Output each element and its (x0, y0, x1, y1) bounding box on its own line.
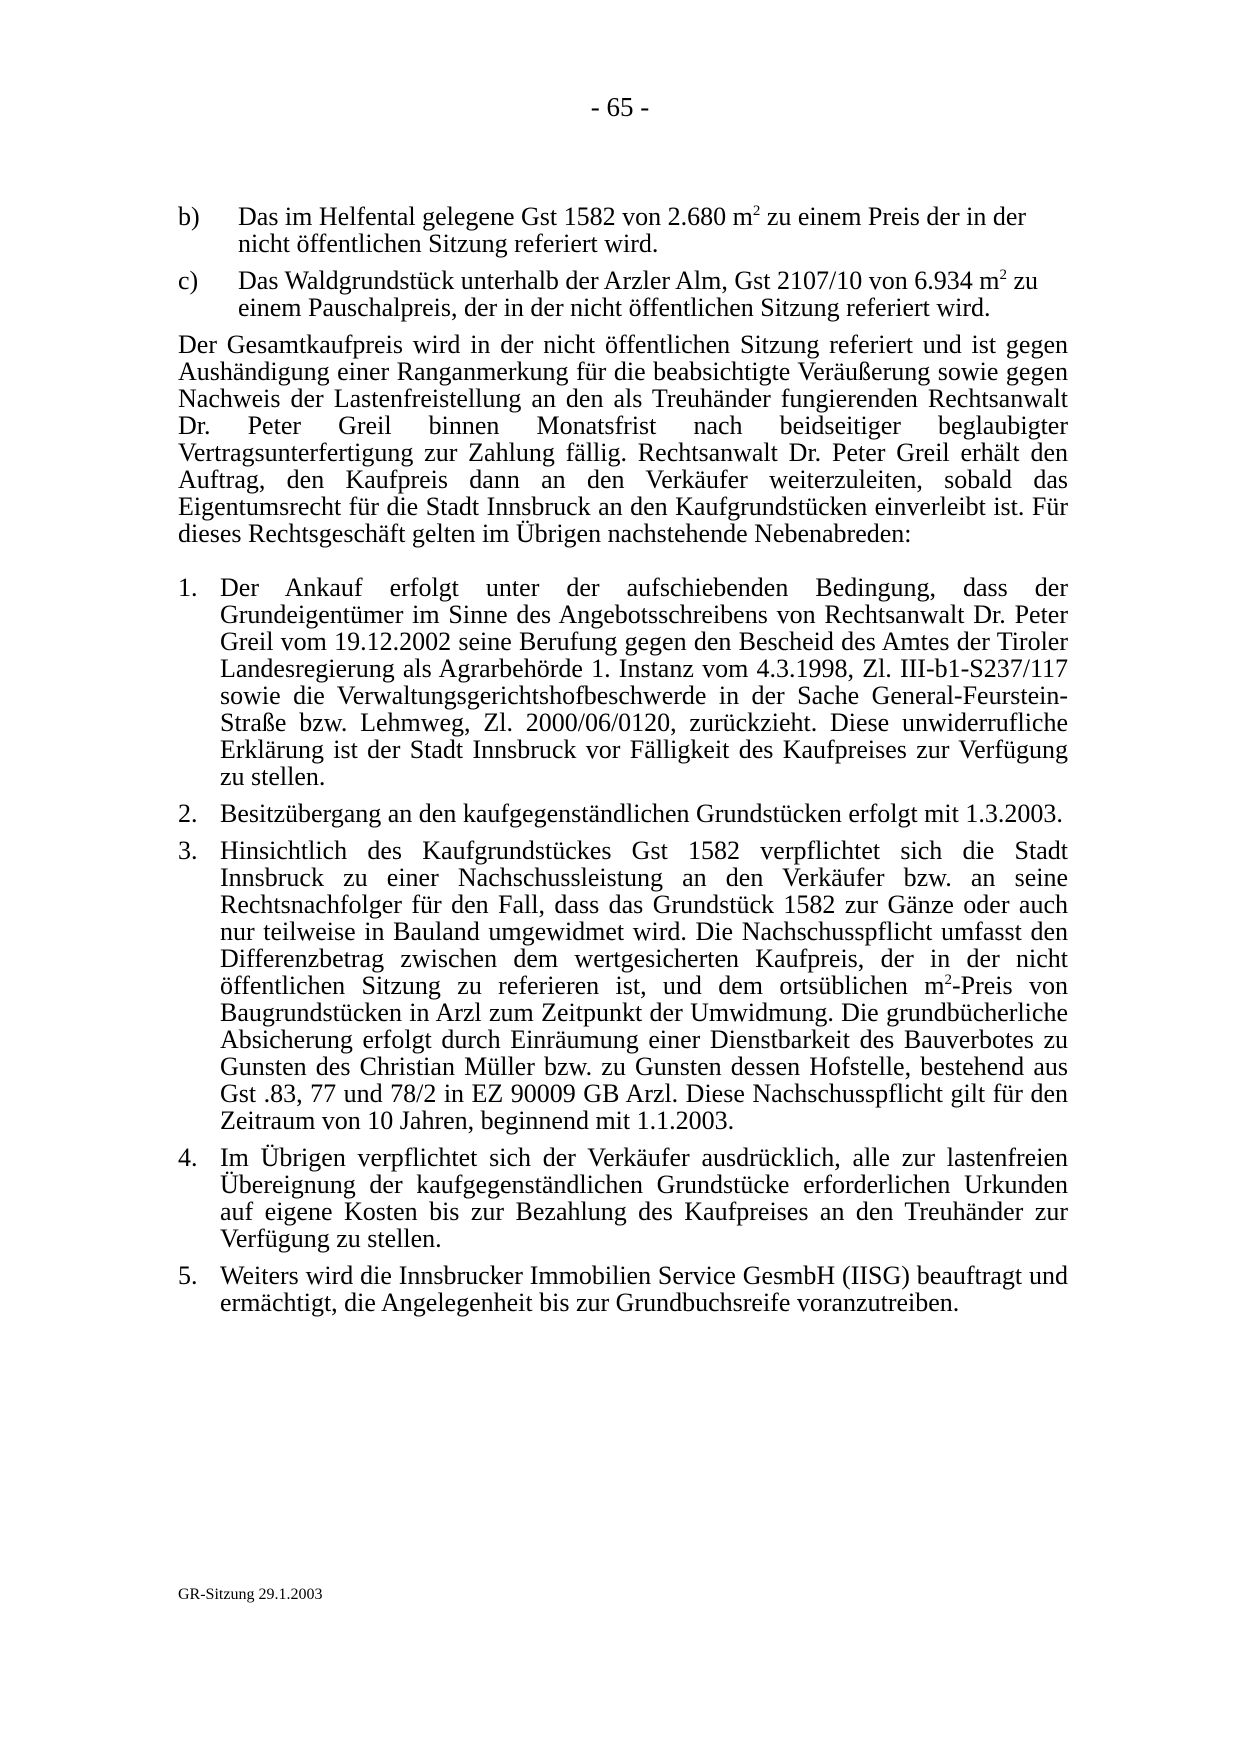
numbered-item-text: Im Übrigen verpflichtet sich der Verkäufer ausdrücklich, alle zur lastenfreien Übereignung der kaufgegenständlichen Grundstücke erforderlichen Urkunden auf eigene Kosten bis zur Bezahlung des Kaufpreises an den Treuhänder zur Verfügung zu stellen. (220, 1143, 1068, 1253)
numbered-item-label: 3. (178, 836, 198, 865)
numbered-item-text-part: Hinsichtlich des Kaufgrundstückes Gst 1582 verpflichtet sich die Stadt Innsbruck zu einer Nachschussleistung an den Verkäufer bzw. an seine Rechtsnachfolger für den Fall, dass das Grundstück 1582 zur Gänze oder auch nur teilweise in Bauland umgewidmet wird. Die Nachschusspflicht umfasst den Differenzbetrag zwischen dem wertgesicherten Kaufpreis, der in der nicht öffentlichen Sitzung zu referieren ist, und dem ortsüblichen m (220, 836, 1068, 1000)
numbered-item-text (220, 837, 1068, 1134)
superscript: 2 (752, 203, 761, 219)
sub-item-b (178, 203, 1068, 257)
numbered-item-text-part: -Preis von Baugrundstücken in Arzl zum Zeitpunkt der Umwidmung. Die grundbücherliche Absicherung erfolgt durch Einräumung einer Dienstbarkeit des Bauverbotes zu Gunsten des Christian Müller bzw. zu Gunsten dessen Hofstelle, bestehend aus Gst .83, 77 und 78/2 in EZ 90009 GB Arzl. Diese Nachschusspflicht gilt für den Zeitraum von 10 Jahren, beginnend mit 1.1.2003. (220, 971, 1068, 1135)
numbered-item-text: Der Ankauf erfolgt unter der aufschiebenden Bedingung, dass der Grundeigentümer im Sinne des Angebotsschreibens von Rechtsanwalt Dr. Peter Greil vom 19.12.2002 seine Berufung gegen den Bescheid des Amtes der Tiroler Landesregierung als Agrarbehörde 1. Instanz vom 4.3.1998, Zl. III-b1-S237/117 sowie die Verwaltungsgerichtshofbeschwerde in der Sache General-Feurstein-Straße bzw. Lehmweg, Zl. 2000/06/0120, zurückzieht. Diese unwiderrufliche Erklärung ist der Stadt Innsbruck vor Fälligkeit des Kaufpreises zur Verfügung zu stellen. (220, 573, 1068, 791)
sub-item-text (238, 203, 1068, 257)
sub-item-text-part: Das im Helfental gelegene Gst 1582 von 2.680 m (238, 202, 753, 231)
numbered-item-text: Besitzübergang an den kaufgegenständlichen Grundstücken erfolgt mit 1.3.2003. (220, 799, 1063, 828)
numbered-item-text: Weiters wird die Innsbrucker Immobilien Service GesmbH (IISG) beauftragt und ermächtigt, die Angelegenheit bis zur Grundbuchsreife voranzutreiben. (220, 1261, 1068, 1317)
page-number: - 65 - (590, 92, 650, 122)
numbered-item-1 (178, 574, 1068, 790)
document-body (178, 203, 1068, 1326)
main-paragraph: Der Gesamtkaufpreis wird in der nicht öffentlichen Sitzung referiert und ist gegen Aushändigung einer Ranganmerkung für die beabsichtigte Veräußerung sowie gegen Nachweis der Lastenfreistellung an den als Treuhänder fungierenden Rechtsanwalt Dr. Peter Greil binnen Monatsfrist nach beidseitiger beglaubigter Vertragsunterfertigung zur Zahlung fällig. Rechtsanwalt Dr. Peter Greil erhält den Auftrag, den Kaufpreis dann an den Verkäufer weiterzuleiten, sobald das Eigentumsrecht für die Stadt Innsbruck an den Kaufgrundstücken einverleibt ist. Für dieses Rechtsgeschäft gelten im Übrigen nachstehende Nebenabreden: (178, 330, 1068, 548)
numbered-item-label: 1. (178, 573, 198, 602)
sub-item-label: b) (178, 202, 200, 231)
numbered-item-3 (178, 837, 1068, 1134)
numbered-item-label: 2. (178, 799, 198, 828)
numbered-item-label: 5. (178, 1261, 198, 1290)
sub-item-text-part: zu einem Pauschalpreis, der in der nicht öffentlichen Sitzung referiert wird. (238, 266, 1038, 322)
sub-item-c (178, 267, 1068, 321)
footer: GR-Sitzung 29.1.2003 (178, 1586, 323, 1603)
superscript: 2 (944, 972, 952, 988)
sub-item-text-part: Das Waldgrundstück unterhalb der Arzler Alm, Gst 2107/10 von 6.934 m (238, 266, 1000, 295)
numbered-item-4 (178, 1144, 1068, 1252)
numbered-item-5 (178, 1262, 1068, 1316)
numbered-item-label: 4. (178, 1143, 198, 1172)
superscript: 2 (999, 267, 1007, 283)
numbered-item-2 (178, 800, 1068, 827)
sub-item-label: c) (178, 266, 199, 295)
sub-item-text-part: zu einem Preis der in der nicht öffentlichen Sitzung referiert wird. (238, 202, 1027, 258)
sub-item-text (238, 267, 1068, 321)
